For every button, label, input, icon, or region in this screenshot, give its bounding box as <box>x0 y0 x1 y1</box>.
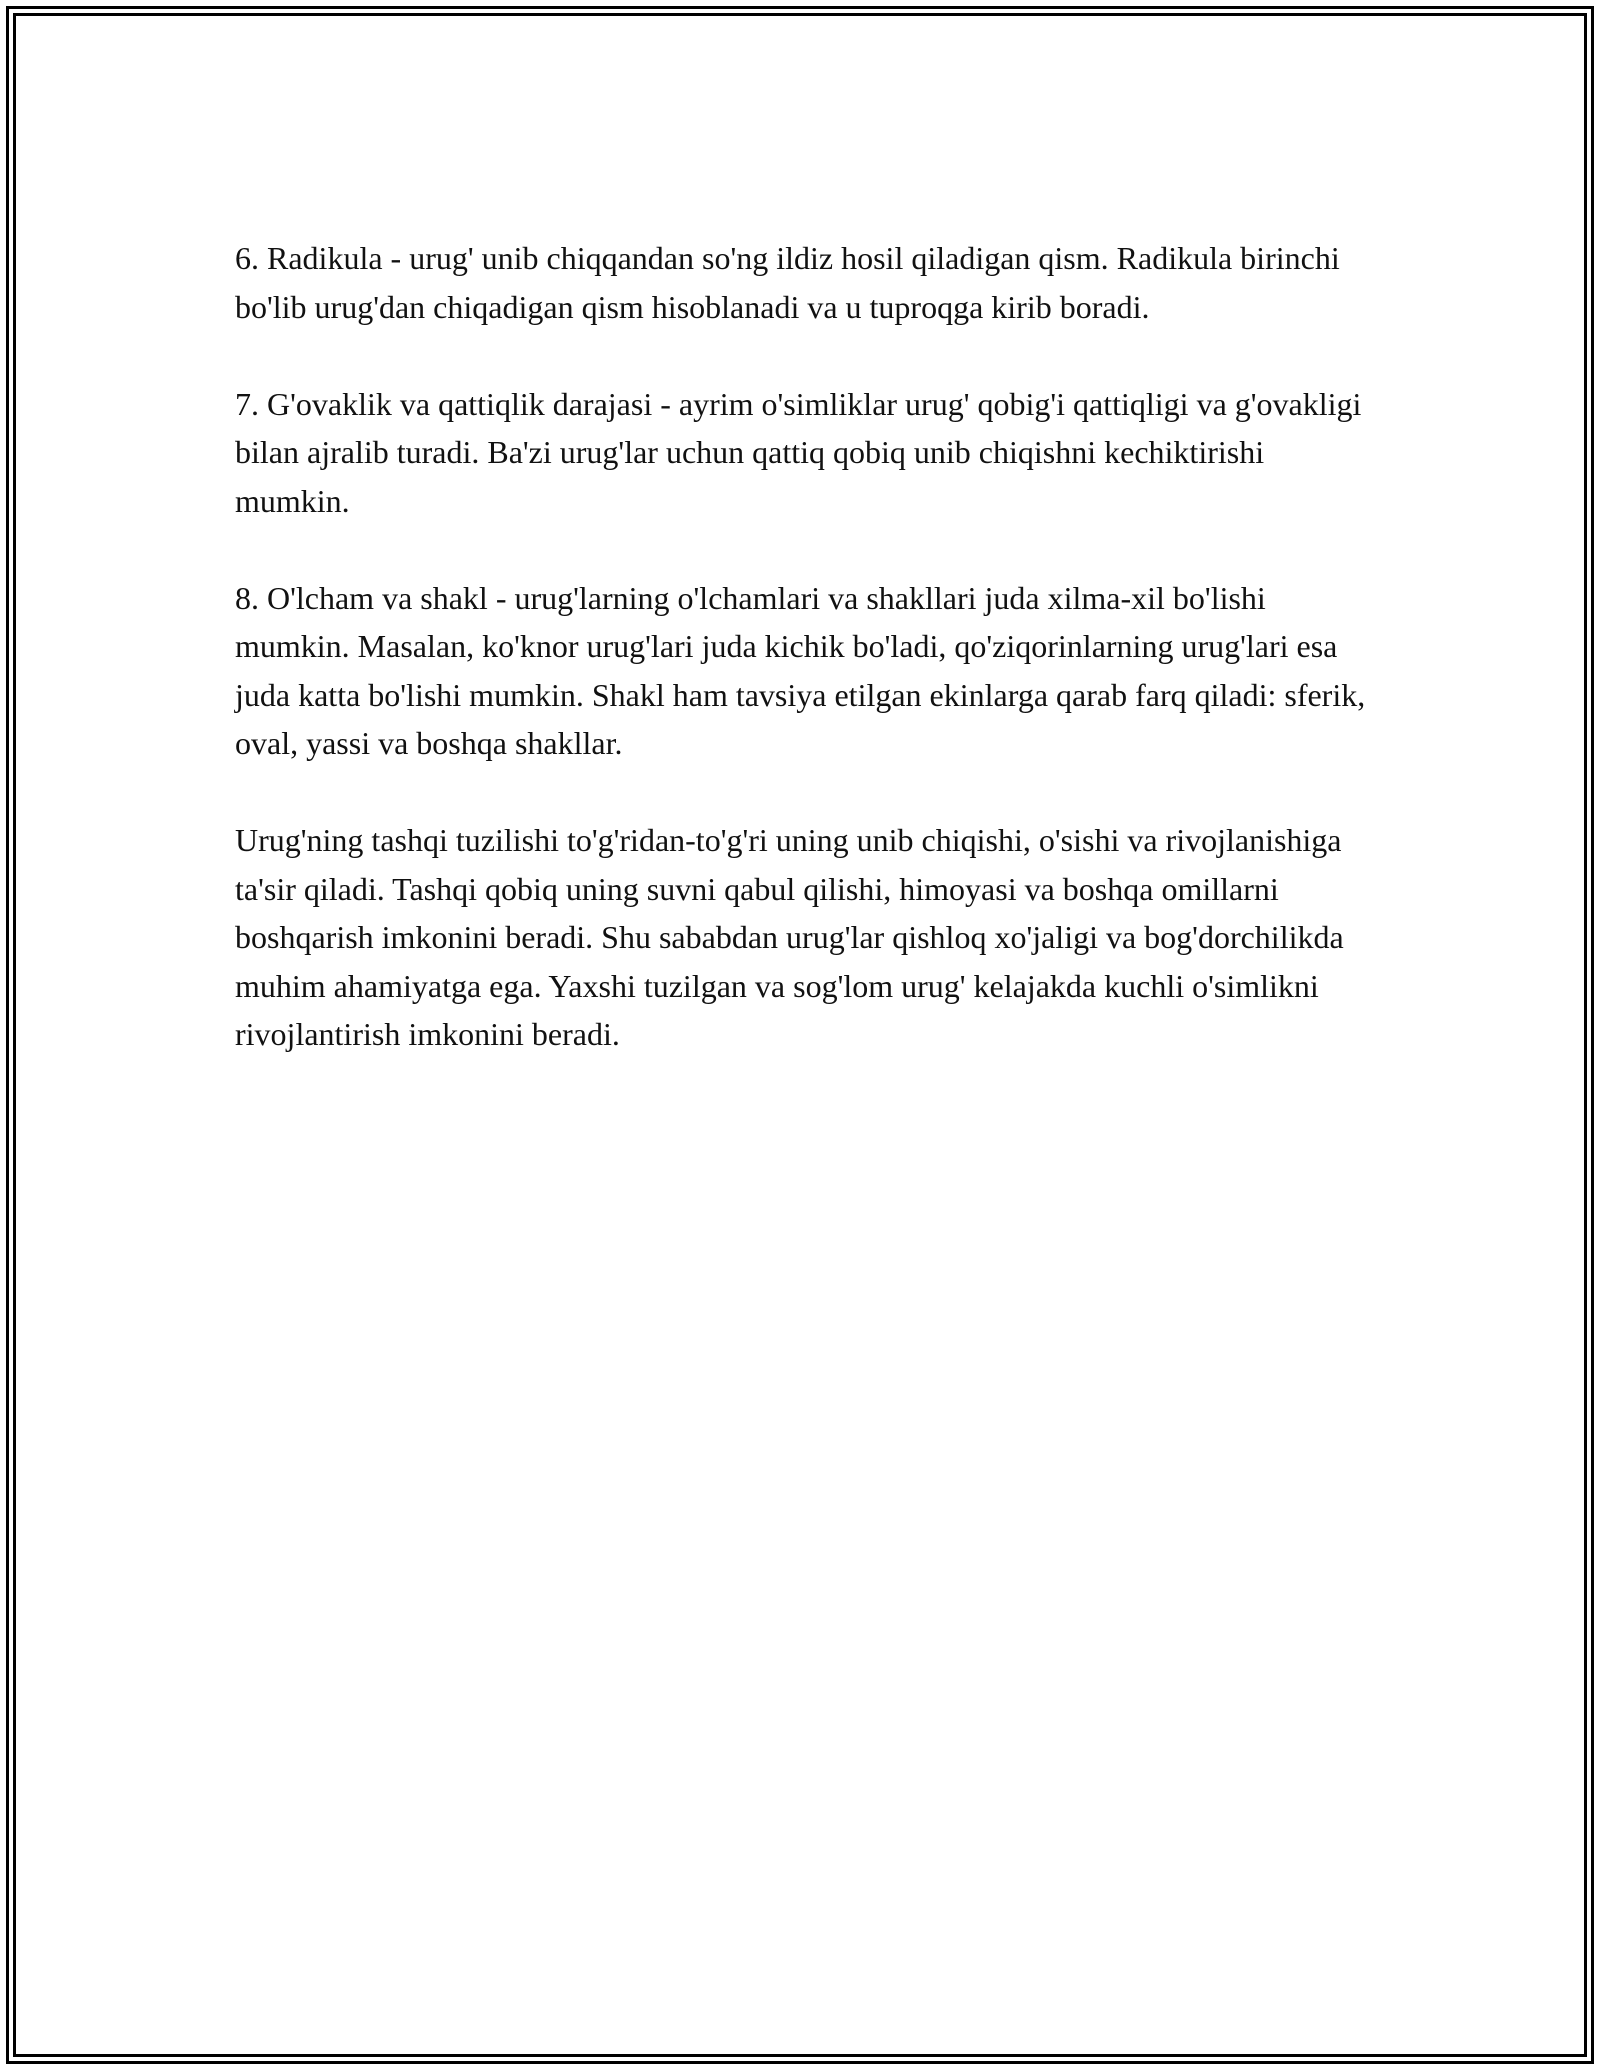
paragraph-olcham-shakl: 8. O'lcham va shakl - urug'larning o'lchamlari va shakllari juda xilma-xil bo'lishi mumkin. Masalan, ko'knor urug'lari juda kichik bo'ladi, qo'ziqorinlarning urug'lari esa juda katta bo'lishi mumkin. Shakl ham tavsiya etilgan ekinlarga qarab farq qiladi: sferik, oval, yassi va boshqa shakllar. <box>235 579 1366 761</box>
paragraph-govaklik: 7. G'ovaklik va qattiqlik darajasi - ayrim o'simliklar urug' qobig'i qattiqligi va g'ovakligi bilan ajralib turadi. Ba'zi urug'lar uchun qattiq qobiq unib chiqishni kechiktirishi mumkin. <box>235 385 1362 519</box>
paragraph-summary: Urug'ning tashqi tuzilishi to'g'ridan-to'g'ri uning unib chiqishi, o'sishi va rivojlanishiga ta'sir qiladi. Tashqi qobiq uning suvni qabul qilishi, himoyasi va boshqa omillarni boshqarish imkonini beradi. Shu sababdan urug'lar qishloq xo'jaligi va bog'dorchilikda muhim ahamiyatga ega. Yaxshi tuzilgan va sog'lom urug' kelajakda kuchli o'simlikni rivojlantirish imkonini beradi. <box>235 822 1344 1052</box>
paragraph-radikula: 6. Radikula - urug' unib chiqqandan so'ng ildiz hosil qiladigan qism. Radikula birinchi bo'lib urug'dan chiqadigan qism hisoblanadi va u tuproqga kirib boradi. <box>235 240 1340 325</box>
document-body <box>235 234 1375 1107</box>
